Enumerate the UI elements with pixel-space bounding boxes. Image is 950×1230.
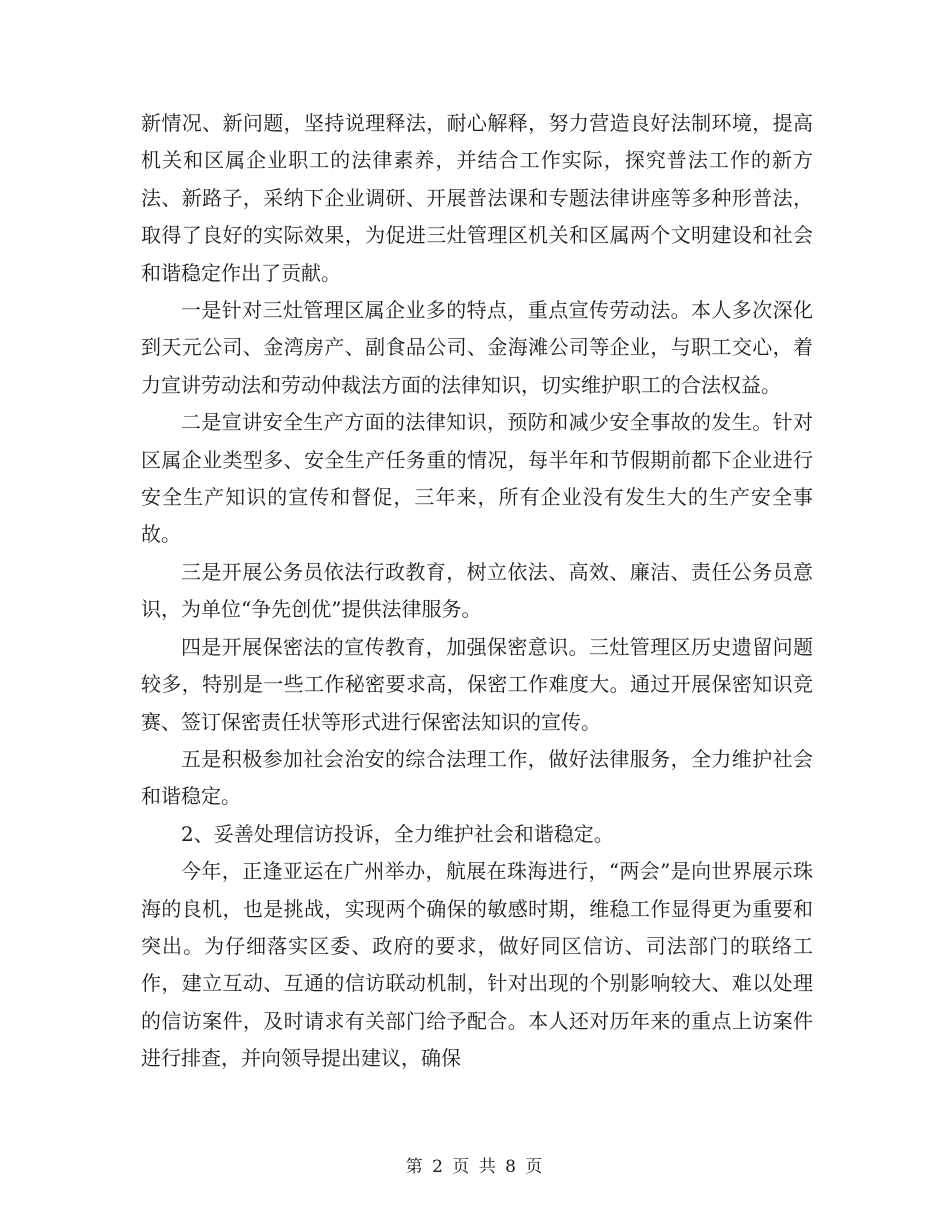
- page-number-footer: 第 2 页 共 8 页: [405, 1157, 545, 1177]
- paragraph-7: 2、妥善处理信访投诉，全力维护社会和谐稳定。: [181, 821, 614, 846]
- paragraph-3: 二是宣讲安全生产方面的法律知识，预防和减少安全事故的发生。针对区属企业类型多、安全生产任务重的情况，每半年和节假期前都下企业进行安全生产知识的宣传和督促，三年来，所有企业没有发生大的生产安全事故。: [141, 410, 813, 547]
- paragraph-2: 一是针对三灶管理区属企业多的特点，重点宣传劳动法。本人多次深化到天元公司、金湾房产、副食品公司、金海滩公司等企业，与职工交心，着力宣讲劳动法和劳动仲裁法方面的法律知识，切实维护职工的合法权益。: [141, 298, 813, 397]
- paragraph-4: 三是开展公务员依法行政教育，树立依法、高效、廉洁、责任公务员意识，为单位“争先创优”提供法律服务。: [141, 559, 813, 622]
- paragraph-1: 新情况、新问题，坚持说理释法，耐心解释，努力营造良好法制环境，提高机关和区属企业职工的法律素养，并结合工作实际，探究普法工作的新方法、新路子，采纳下企业调研、开展普法课和专题法律讲座等多种形普法，取得了良好的实际效果，为促进三灶管理区机关和区属两个文明建设和社会和谐稳定作出了贡献。: [141, 111, 813, 285]
- document-body: [141, 105, 813, 1078]
- paragraph-8: 今年，正逢亚运在广州举办，航展在珠海进行，“两会”是向世界展示珠海的良机，也是挑战，实现两个确保的敏感时期，维稳工作显得更为重要和突出。为仔细落实区委、政府的要求，做好同区信访、司法部门的联络工作，建立互动、互通的信访联动机制，针对出现的个别影响较大、难以处理的信访案件，及时请求有关部门给予配合。本人还对历年来的重点上访案件进行排查，并向领导提出建议，确保: [141, 859, 813, 1071]
- paragraph-5: 四是开展保密法的宣传教育，加强保密意识。三灶管理区历史遗留问题较多，特别是一些工作秘密要求高，保密工作难度大。通过开展保密知识竞赛、签订保密责任状等形式进行保密法知识的宣传。: [141, 634, 813, 734]
- paragraph-6: 五是积极参加社会治安的综合法理工作，做好法律服务，全力维护社会和谐稳定。: [141, 746, 813, 809]
